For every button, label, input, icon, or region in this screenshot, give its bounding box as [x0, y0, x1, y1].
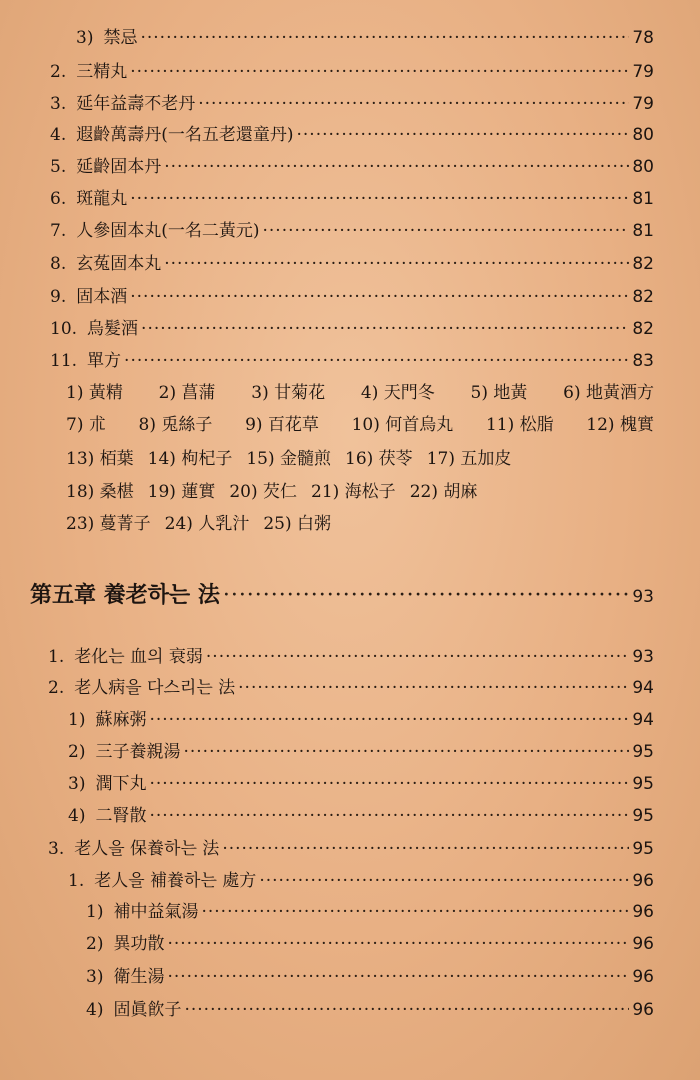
- dot-leader: [201, 901, 629, 923]
- toc-entry: [48, 646, 654, 668]
- dot-leader: [206, 646, 629, 668]
- entry-title: 蘇麻粥: [95, 710, 147, 730]
- herb-item: 3) 甘菊花: [251, 383, 326, 403]
- herb-item: 2) 菖蒲: [158, 383, 216, 403]
- herb-item: 7) 朮: [66, 415, 106, 435]
- toc-entry: [50, 156, 654, 178]
- entry-page: 81: [632, 221, 654, 241]
- entry-page: 95: [632, 839, 654, 859]
- entry-number: 7.: [50, 221, 67, 241]
- entry-page: 82: [632, 254, 654, 274]
- entry-page: 80: [632, 157, 654, 177]
- entry-number: 4): [68, 806, 86, 826]
- toc-entry: [48, 838, 654, 860]
- entry-page: 79: [632, 62, 654, 82]
- entry-page: 95: [632, 806, 654, 826]
- dot-leader: [149, 773, 629, 795]
- dot-leader: [263, 220, 630, 242]
- toc-entry: [50, 93, 654, 115]
- herb-item: 5) 地黃: [470, 383, 528, 403]
- dot-leader: [167, 966, 629, 988]
- herb-item: 1) 黃精: [66, 383, 123, 403]
- dot-leader: [167, 933, 629, 955]
- herb-item: 10) 何首烏丸: [351, 415, 454, 435]
- herb-item: 6) 地黃酒方: [563, 383, 654, 403]
- herb-item: 20) 芡仁: [229, 482, 298, 502]
- herb-item: 25) 白粥: [263, 514, 332, 534]
- dot-leader: [130, 286, 629, 308]
- entry-number: 1.: [48, 647, 65, 667]
- entry-title: 烏髮酒: [87, 319, 139, 339]
- herb-item: 11) 松脂: [485, 415, 554, 435]
- dot-leader: [140, 27, 629, 49]
- entry-title: 異功散: [113, 934, 165, 954]
- entry-number: 10.: [50, 319, 78, 339]
- entry-page: 79: [632, 94, 654, 114]
- toc-entry: [68, 741, 654, 763]
- herb-item: 17) 五加皮: [426, 449, 512, 469]
- herb-item: 23) 蔓菁子: [66, 514, 151, 534]
- entry-page: 96: [632, 1000, 654, 1020]
- entry-number: 2): [86, 934, 104, 954]
- entry-title: 老人病을 다스리는 法: [74, 678, 236, 698]
- herb-item: 8) 兎絲子: [138, 415, 213, 435]
- herb-item: 18) 桑椹: [66, 482, 134, 502]
- toc-entry: [50, 286, 654, 308]
- entry-title: 遐齡萬壽丹(一名五老還童丹): [76, 125, 294, 145]
- toc-entry: [68, 870, 654, 892]
- toc-entry: [76, 27, 654, 49]
- dot-leader: [238, 677, 629, 699]
- entry-title: 潤下丸: [95, 774, 147, 794]
- entry-title: 二腎散: [95, 806, 147, 826]
- chapter-title: 第五章 養老하는 法: [30, 582, 220, 608]
- entry-number: 2): [68, 742, 86, 762]
- entry-title: 人參固本丸(一名二黃元): [76, 221, 260, 241]
- entry-number: 3): [86, 967, 104, 987]
- entry-number: 1): [86, 902, 104, 922]
- entry-title: 衛生湯: [113, 967, 165, 987]
- toc-entry: [50, 188, 654, 210]
- toc-entry: [86, 933, 654, 955]
- dot-leader: [297, 124, 630, 146]
- toc-entry: [50, 220, 654, 242]
- herb-list-line: [66, 513, 654, 535]
- entry-number: 8.: [50, 254, 67, 274]
- dot-leader: [198, 93, 629, 115]
- entry-page: 80: [632, 125, 654, 145]
- entry-number: 3.: [48, 839, 65, 859]
- toc-entry: [50, 253, 654, 275]
- herb-list-line: [66, 448, 654, 470]
- entry-number: 3): [68, 774, 86, 794]
- herb-list-line: [66, 481, 654, 503]
- toc-entry: [68, 805, 654, 827]
- entry-number: 2.: [48, 678, 65, 698]
- dot-leader: [184, 999, 629, 1021]
- herb-item: 19) 蓮實: [147, 482, 216, 502]
- entry-page: 96: [632, 871, 654, 891]
- herb-item: 4) 天門冬: [360, 383, 435, 403]
- entry-number: 1): [68, 710, 86, 730]
- entry-title: 延齡固本丹: [76, 157, 162, 177]
- toc-entry: [86, 966, 654, 988]
- entry-page: 82: [632, 287, 654, 307]
- dot-leader: [141, 318, 629, 340]
- toc-entry: [50, 124, 654, 146]
- entry-title: 固本酒: [76, 287, 128, 307]
- entry-page: 94: [632, 678, 654, 698]
- entry-page: 95: [632, 774, 654, 794]
- toc-entry: [50, 350, 654, 372]
- dot-leader: [259, 870, 629, 892]
- entry-page: 95: [632, 742, 654, 762]
- toc-entry: [48, 677, 654, 699]
- dot-leader: [164, 253, 629, 275]
- entry-page: 96: [632, 934, 654, 954]
- entry-number: 6.: [50, 189, 67, 209]
- entry-number: 3): [76, 28, 94, 48]
- entry-number: 4.: [50, 125, 67, 145]
- herb-item: 24) 人乳汁: [164, 514, 250, 534]
- entry-number: 1.: [68, 871, 85, 891]
- herb-list-line: [66, 414, 654, 436]
- entry-page: 94: [632, 710, 654, 730]
- entry-number: 2.: [50, 62, 67, 82]
- entry-title: 老人을 保養하는 法: [74, 839, 220, 859]
- herb-item: 21) 海松子: [311, 482, 396, 502]
- herb-item: 22) 胡麻: [409, 482, 478, 502]
- entry-title: 玄菟固本丸: [76, 254, 162, 274]
- entry-number: 3.: [50, 94, 67, 114]
- entry-number: 5.: [50, 157, 67, 177]
- entry-title: 單方: [87, 351, 122, 371]
- entry-number: 4): [86, 1000, 104, 1020]
- entry-title: 老人을 補養하는 處方: [94, 871, 257, 891]
- toc-entry: [68, 773, 654, 795]
- entry-page: 96: [632, 967, 654, 987]
- chapter-page: 93: [632, 587, 654, 607]
- entry-title: 補中益氣湯: [113, 902, 199, 922]
- toc-entry: [50, 318, 654, 340]
- toc-entry: [86, 999, 654, 1021]
- entry-page: 81: [632, 189, 654, 209]
- entry-page: 83: [632, 351, 654, 371]
- herb-item: 14) 枸杞子: [147, 449, 233, 469]
- entry-page: 93: [632, 647, 654, 667]
- entry-title: 三子養親湯: [95, 742, 181, 762]
- entry-page: 78: [632, 28, 654, 48]
- dot-leader: [223, 582, 629, 610]
- dot-leader: [149, 805, 629, 827]
- entry-title: 固眞飮子: [113, 1000, 182, 1020]
- herb-item: 12) 槐實: [586, 415, 654, 435]
- chapter-heading: [30, 581, 654, 611]
- herb-list-line: [66, 382, 654, 404]
- dot-leader: [164, 156, 629, 178]
- dot-leader: [183, 741, 629, 763]
- entry-title: 延年益壽不老丹: [76, 94, 196, 114]
- dot-leader: [130, 188, 629, 210]
- toc-entry: [50, 61, 654, 83]
- dot-leader: [130, 61, 629, 83]
- dot-leader: [149, 709, 629, 731]
- herb-item: 16) 茯苓: [345, 449, 413, 469]
- toc-entry: [68, 709, 654, 731]
- dot-leader: [222, 838, 629, 860]
- herb-item: 13) 栢葉: [66, 449, 134, 469]
- dot-leader: [124, 350, 629, 372]
- entry-title: 斑龍丸: [76, 189, 128, 209]
- entry-page: 96: [632, 902, 654, 922]
- entry-number: 11.: [50, 351, 78, 371]
- entry-title: 三精丸: [76, 62, 128, 82]
- entry-number: 9.: [50, 287, 67, 307]
- entry-title: 禁忌: [103, 28, 138, 48]
- entry-page: 82: [632, 319, 654, 339]
- herb-item: 15) 金髓煎: [246, 449, 332, 469]
- herb-item: 9) 百花草: [245, 415, 319, 435]
- entry-title: 老化는 血의 衰弱: [74, 647, 203, 667]
- toc-entry: [86, 901, 654, 923]
